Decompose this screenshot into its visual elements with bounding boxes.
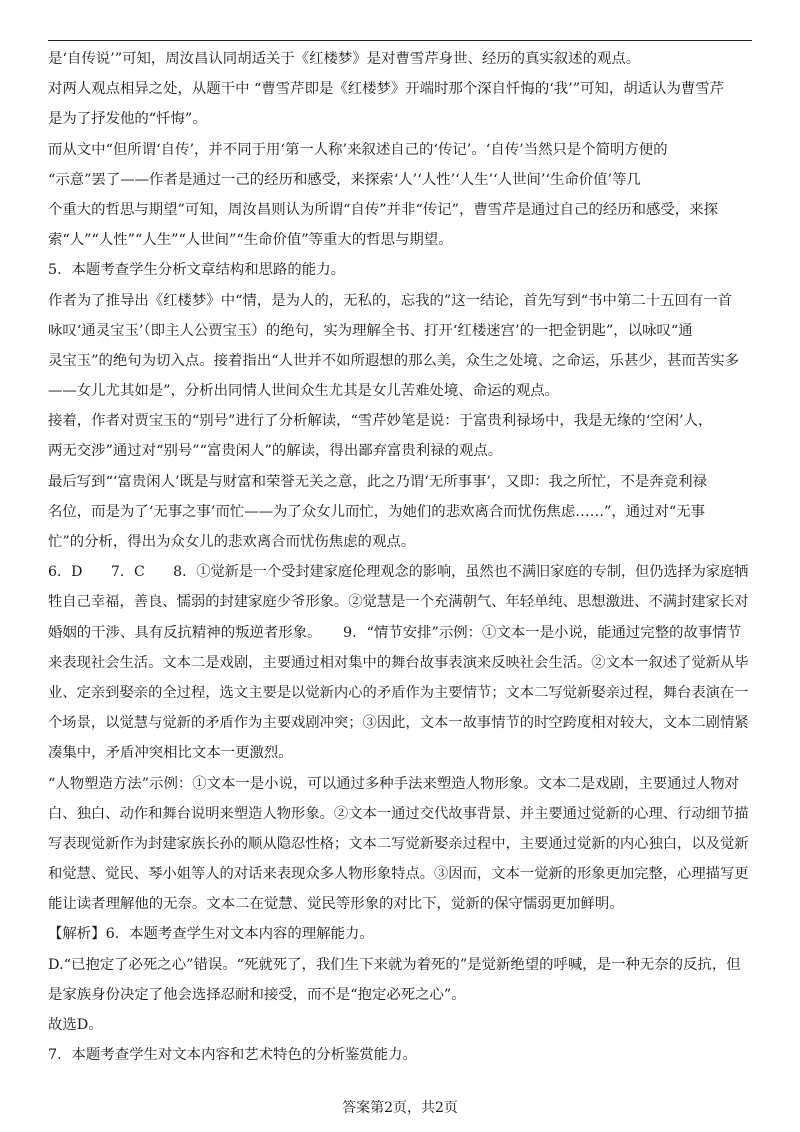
text-line: 写表现觉新作为封建家族长孙的顺从隐忍性格；文本二写觉新娶亲过程中，主要通过觉新的内心独白，以及觉新 (48, 835, 749, 852)
text-line: 个重大的哲思与期望”可知，周汝昌则认为所谓“自传”并非“传记”，曹雪芹是通过自己的经历和感受，来探 (48, 201, 718, 218)
text-line: 最后写到“‘富贵闲人’既是与财富和荣誉无关之意，此之乃谓‘无所事事’，又即：我之所忙，不是奔竞利禄 (48, 473, 707, 490)
text-line: 对两人观点相异之处，从题干中 “曹雪芹即是《红楼梦》开端时那个深自忏悔的‘我’”可知，胡适认为曹雪芹 (48, 81, 725, 98)
text-line: 和觉慧、觉民、琴小姐等人的对话来表现众多人物形象特点。③因而，文本一觉新的形象更加完整，心理描写更 (48, 866, 749, 883)
text-line: 故选D。 (48, 1017, 103, 1033)
text-line: 索“人”“人性”“人生”“人世间”“生命价值”等重大的哲思与期望。 (48, 232, 453, 249)
question-7-heading: 7．本题考查学生对文本内容和艺术特色的分析鉴赏能力。 (48, 1047, 417, 1064)
page-footer: 答案第2页，共2页 (342, 1100, 458, 1116)
analysis-heading: 【解析】6．本题考查学生对文本内容的理解能力。 (48, 926, 374, 943)
text-line: 婚姻的干涉、具有反抗精神的叛逆者形象。 9．“情节安排”示例：①文本一是小说，能通过完整的故事情节 (48, 624, 742, 641)
text-line: “人物塑造方法”示例：①文本一是小说，可以通过多种手法来塑造人物形象。文本二是戏剧，主要通过人物对 (48, 775, 740, 792)
header-rule (48, 40, 752, 41)
text-line: 咏叹‘通灵宝玉’（即主人公贾宝玉）的绝句，实为理解全书、打开‘红楼迷宫’的一把金钥匙”，以咏叹“通 (48, 322, 693, 339)
text-line: 来表现社会生活。文本二是戏剧，主要通过相对集中的舞台故事表演来反映社会生活。②文本一叙述了觉新从毕 (48, 654, 749, 671)
text-line: 白、独白、动作和舞台说明来塑造人物形象。②文本一通过交代故事背景、并主要通过觉新的心理、行动细节描 (48, 805, 749, 822)
text-line: D.“已抱定了必死之心”错误。“死就死了，我们生下来就为着死的”是觉新绝望的呼喊，是一种无奈的反抗，但 (48, 956, 741, 973)
answers-6-7-8-line: 6．D 7．C 8．①觉新是一个受封建家庭伦理观念的影响，虽然也不满旧家庭的专制，但仍选择为家庭牺 (48, 564, 749, 581)
text-line: 是为了抒发他的“忏悔”。 (48, 111, 207, 128)
text-line: 名位，而是为了‘无事之事’而忙——为了众女儿而忙，为她们的悲欢离合而忧伤焦虑……”，通过对“无事 (48, 503, 706, 520)
text-line: 个场景，以觉慧与觉新的矛盾作为主要戏剧冲突；③因此，文本一故事情节的时空跨度相对较大，文本二剧情紧 (48, 715, 749, 732)
text-line: 业、定亲到娶亲的全过程，选文主要是以觉新内心的矛盾作为主要情节；文本二写觉新娶亲过程，舞台表演在一 (48, 684, 749, 701)
text-line: 接着，作者对贾宝玉的“别号”进行了分析解读，“雪芹妙笔是说：于富贵利禄场中，我是无缘的‘空闲’人， (48, 413, 713, 430)
text-line: 是‘自传说’”可知，周汝昌认同胡适关于《红楼梦》是对曹雪芹身世、经历的真实叙述的观点。 (48, 51, 641, 67)
text-line: “示意”罢了——作者是通过一己的经历和感受，来探索‘人’‘人性’‘人生’‘人世间’‘生命价值’等几 (48, 171, 641, 188)
text-line: 灵宝玉”的绝句为切入点。接着指出“人世并不如所遐想的那么美，众生之处境、之命运，乐甚少，甚而苦实多 (48, 352, 740, 369)
text-line: ——女儿尤其如是”，分析出同情人世间众生尤其是女儿苦难处境、命运的观点。 (48, 383, 560, 400)
text-line: 而从文中“但所谓‘自传’，并不同于用‘第一人称’来叙述自己的‘传记’。‘自传’当然只是个简明方便的 (48, 141, 668, 158)
question-5-heading: 5．本题考查学生分析文章结构和思路的能力。 (48, 262, 345, 279)
answer-text-body (48, 44, 752, 1070)
text-line: 两无交涉”通过对“别号”“富贵闲人”的解读，得出鄙弃富贵利禄的观点。 (48, 443, 503, 460)
text-line: 能让读者理解他的无奈。文本二在觉慧、觉民等形象的对比下，觉新的保守懦弱更加鲜明。 (48, 896, 624, 913)
text-line: 凑集中，矛盾冲突相比文本一更激烈。 (48, 745, 293, 762)
text-line: 是家族身份决定了他会选择忍耐和接受，而不是“抱定必死之心”。 (48, 986, 466, 1003)
text-line: 牲自己幸福，善良、懦弱的封建家庭少爷形象。②觉慧是一个充满朝气、年轻单纯、思想激进、不满封建家长对 (48, 594, 749, 611)
text-line: 作者为了推导出《红楼梦》中“情，是为人的，无私的，忘我的”这一结论，首先写到“书中第二十五回有一首 (48, 292, 733, 309)
text-line: 忙”的分析，得出为众女儿的悲欢离合而忧伤焦虑的观点。 (48, 534, 416, 550)
